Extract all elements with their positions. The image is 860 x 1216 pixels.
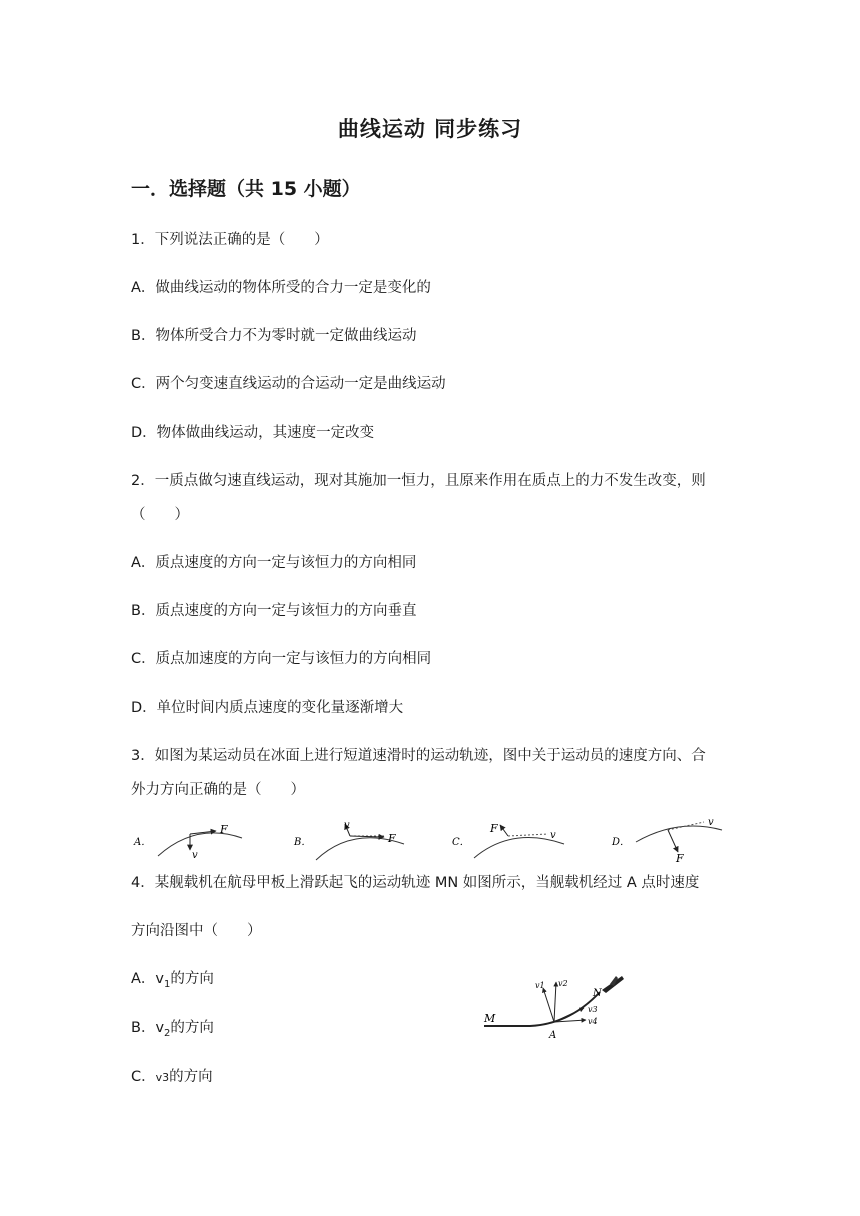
section-heading: 一．选择题（共 15 小题） (131, 178, 361, 200)
q1-option-c: C．两个匀变速直线运动的合运动一定是曲线运动 (131, 376, 446, 392)
q4-stem-line1: 4．某舰载机在航母甲板上滑跃起飞的运动轨迹 MN 如图所示，当舰载机经过 A 点时速度 (131, 875, 700, 891)
q1-stem: 1．下列说法正确的是（ ） (131, 232, 329, 248)
svg-text:F: F (676, 852, 684, 865)
svg-text:A．: A． (134, 837, 152, 848)
q4-figure (480, 968, 630, 1040)
svg-text:A: A (549, 1030, 557, 1040)
svg-text:C．: C． (452, 837, 470, 848)
svg-text:F: F (490, 822, 498, 835)
q3-figure-b (293, 820, 404, 860)
q3-figure (128, 814, 728, 866)
svg-text:v: v (550, 830, 556, 841)
aircraft-icon (602, 976, 624, 993)
q2-option-c: C．质点加速度的方向一定与该恒力的方向相同 (131, 651, 432, 667)
svg-text:M: M (484, 1012, 496, 1025)
q3-figure-a (133, 823, 242, 861)
svg-text:N: N (593, 988, 602, 999)
q4-stem-line2: 方向沿图中（ ） (131, 923, 262, 939)
q3-figure-d (611, 817, 722, 865)
svg-text:B．: B． (294, 837, 312, 848)
q2-stem-line1: 2．一质点做匀速直线运动，现对其施加一恒力，且原来作用在质点上的力不发生改变，则 (131, 473, 706, 489)
q3-stem-line1: 3．如图为某运动员在冰面上进行短道速滑时的运动轨迹，图中关于运动员的速度方向、合 (131, 748, 706, 764)
svg-text:v4: v4 (588, 1017, 598, 1026)
q2-option-a: A．质点速度的方向一定与该恒力的方向相同 (131, 555, 417, 571)
svg-text:v3: v3 (588, 1005, 598, 1014)
svg-text:v: v (708, 817, 714, 828)
svg-text:v1: v1 (535, 981, 545, 990)
q2-option-d: D．单位时间内质点速度的变化量逐渐增大 (131, 700, 404, 716)
q1-option-b: B．物体所受合力不为零时就一定做曲线运动 (131, 328, 417, 344)
svg-text:D．: D． (612, 837, 631, 848)
page-title: 曲线运动 同步练习 (337, 117, 523, 141)
q1-option-a: A．做曲线运动的物体所受的合力一定是变化的 (131, 280, 431, 296)
q4-option-c: C．v3的方向 (131, 1069, 213, 1085)
q3-figure-c (452, 822, 564, 858)
q4-option-b: B．$v_2$的方向 (131, 1020, 214, 1039)
svg-text:F: F (220, 823, 228, 836)
svg-text:F: F (388, 832, 396, 845)
svg-text:v: v (192, 850, 198, 861)
q4-option-a: A．$v_1$的方向 (131, 971, 214, 990)
q2-option-b: B．质点速度的方向一定与该恒力的方向垂直 (131, 603, 417, 619)
q3-stem-line2: 外力方向正确的是（ ） (131, 782, 305, 798)
svg-text:v2: v2 (558, 979, 568, 988)
q1-option-d: D．物体做曲线运动，其速度一定改变 (131, 425, 375, 441)
q2-stem-line2: （ ） (131, 507, 189, 523)
svg-text:v: v (344, 820, 350, 831)
